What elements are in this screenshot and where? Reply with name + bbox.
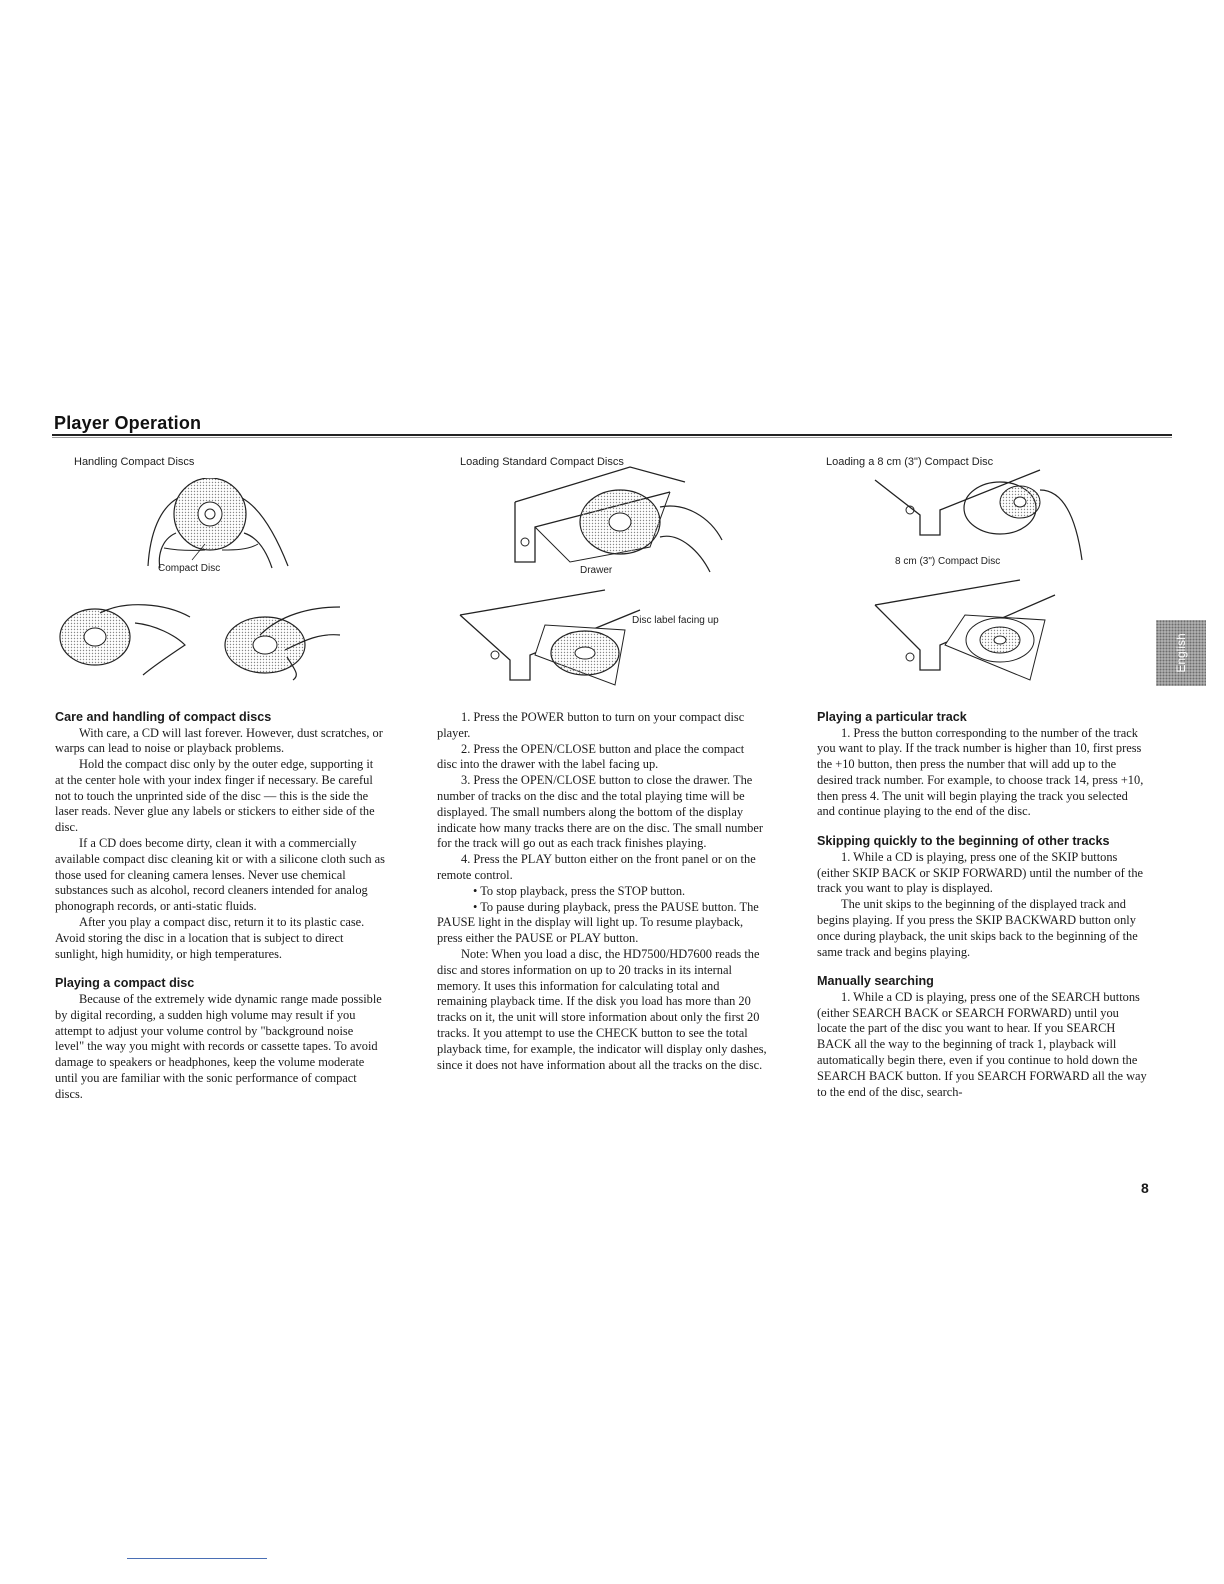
- step-3: 3. Press the OPEN/CLOSE button to close the drawer. The number of tracks on the disc and the total playing time will be displayed. The small numbers along the bottom of the display indicate how many tracks there are on the disc. The small number for the track will go out as each track finishes playing.: [437, 773, 763, 851]
- bullet-stop: • To stop playback, press the STOP button.: [473, 883, 686, 898]
- handling-caption: Handling Compact Discs: [74, 456, 195, 468]
- heading-skipping: Skipping quickly to the beginning of other tracks: [817, 834, 1110, 849]
- section-title: Player Operation: [54, 413, 202, 433]
- loading-standard-caption: Loading Standard Compact Discs: [460, 456, 624, 468]
- step-1: 1. Press the POWER button to turn on your compact disc player.: [437, 710, 745, 740]
- paragraph: 1. While a CD is playing, press one of the SKIP buttons (either SKIP BACK or SKIP FORWARD) until the number of the track you want to play is displayed.: [817, 849, 1144, 896]
- compact-disc-label: Compact Disc: [158, 563, 221, 574]
- header-rule-thin: [52, 437, 1172, 438]
- paragraph: After you play a compact disc, return it to its plastic case. Avoid storing the disc in a location that is subject to direct sunlight, high humidity, or high temperatures.: [55, 915, 365, 961]
- loading-8cm-disc-illustration: [870, 460, 1090, 570]
- footer-line: [127, 1558, 267, 1559]
- page-number: 8: [1141, 1180, 1149, 1196]
- column-1: [55, 710, 385, 1103]
- language-tab-label: English: [1174, 633, 1188, 673]
- heading-playing-compact-disc: Playing a compact disc: [55, 976, 195, 991]
- loading-standard-disc-illustration: [510, 462, 750, 582]
- paragraph: If a CD does become dirty, clean it with a commercially available compact disc cleaning kit or with a silicone cloth such as those used for cleaning camera lenses. Never use chemical substances such as alcohol, record cleaners intended for analog phonograph records, or anti-static fluids.: [55, 836, 385, 914]
- loading-standard-disc-drawer-illustration: [455, 585, 655, 695]
- paragraph: The unit skips to the beginning of the displayed track and begins playing. If you press the SKIP BACKWARD button only once during playback, the unit skips back to the beginning of the same track and begins playing.: [817, 897, 1138, 959]
- paragraph: With care, a CD will last forever. However, dust scratches, or warps can lead to noise or playback problems.: [55, 725, 383, 756]
- header-rule: [52, 434, 1172, 436]
- bullet-pause: • To pause during playback, press the PAUSE button. The PAUSE light in the display will light up. To resume playback, press either the PAUSE or PLAY button.: [437, 899, 759, 946]
- heading-playing-particular-track: Playing a particular track: [817, 710, 967, 724]
- disc-holding-examples-illustration: [55, 595, 355, 685]
- hands-holding-disc-illustration: [130, 478, 300, 570]
- language-tab: [1156, 620, 1206, 686]
- loading-8cm-disc-drawer-illustration: [870, 575, 1080, 690]
- paragraph: 1. Press the button corresponding to the number of the track you want to play. If the track number is higher than 10, first press the +10 button, then press the number that will add up to the desired track number. For example, to choose track 14, press +10, then press 4. The unit will begin playing the track you selected and continue playing to the end of the disc.: [817, 725, 1144, 819]
- heading-care-handling: Care and handling of compact discs: [55, 710, 272, 724]
- heading-manually-searching: Manually searching: [817, 974, 934, 989]
- column-2: [437, 710, 767, 1073]
- paragraph: Because of the extremely wide dynamic range made possible by digital recording, a sudden high volume may result if you attempt to adjust your volume control by "background noise level" the way you might with records or cassette tapes. To avoid damage to speakers or headphones, keep the volume moderate until you are familiar with the sonic performance of compact discs.: [55, 991, 382, 1101]
- paragraph: Hold the compact disc only by the outer edge, supporting it at the center hole with your index finger if necessary. Be careful not to touch the unprinted side of the disc — this is the side the laser reads. Never glue any labels or stickers to either side of the disc.: [55, 757, 375, 835]
- step-2: 2. Press the OPEN/CLOSE button and place the compact disc into the drawer with the label facing up.: [437, 741, 745, 772]
- column-3: [817, 710, 1147, 1100]
- drawer-label: Drawer: [580, 565, 613, 576]
- step-4: 4. Press the PLAY button either on the front panel or on the remote control.: [437, 852, 756, 882]
- paragraph: 1. While a CD is playing, press one of the SEARCH buttons (either SEARCH BACK or SEARCH FORWARD) until you locate the part of the disc you want to hear. If you SEARCH BACK all the way to the beginning of track 1, playback will automatically begin there, even if you continue to hold down the SEARCH BACK button. If you SEARCH FORWARD all the way to the end of the disc, search-: [817, 989, 1147, 1099]
- loading-8cm-caption: Loading a 8 cm (3") Compact Disc: [826, 456, 994, 468]
- 8cm-disc-label: 8 cm (3") Compact Disc: [895, 556, 1001, 567]
- disc-label-facing-up-label: Disc label facing up: [632, 615, 719, 626]
- note: Note: When you load a disc, the HD7500/HD7600 reads the disc and stores information on up to 20 tracks in its internal memory. It uses this information for calculating total and remaining playback time. If the disk you load has more than 20 tracks on it, the unit will store information about only the first 20 tracks. It you attempt to use the CHECK button to see the total playback time, for example, the indicator will display only dashes, since it does not have information about all the tracks on the disc.: [437, 946, 767, 1072]
